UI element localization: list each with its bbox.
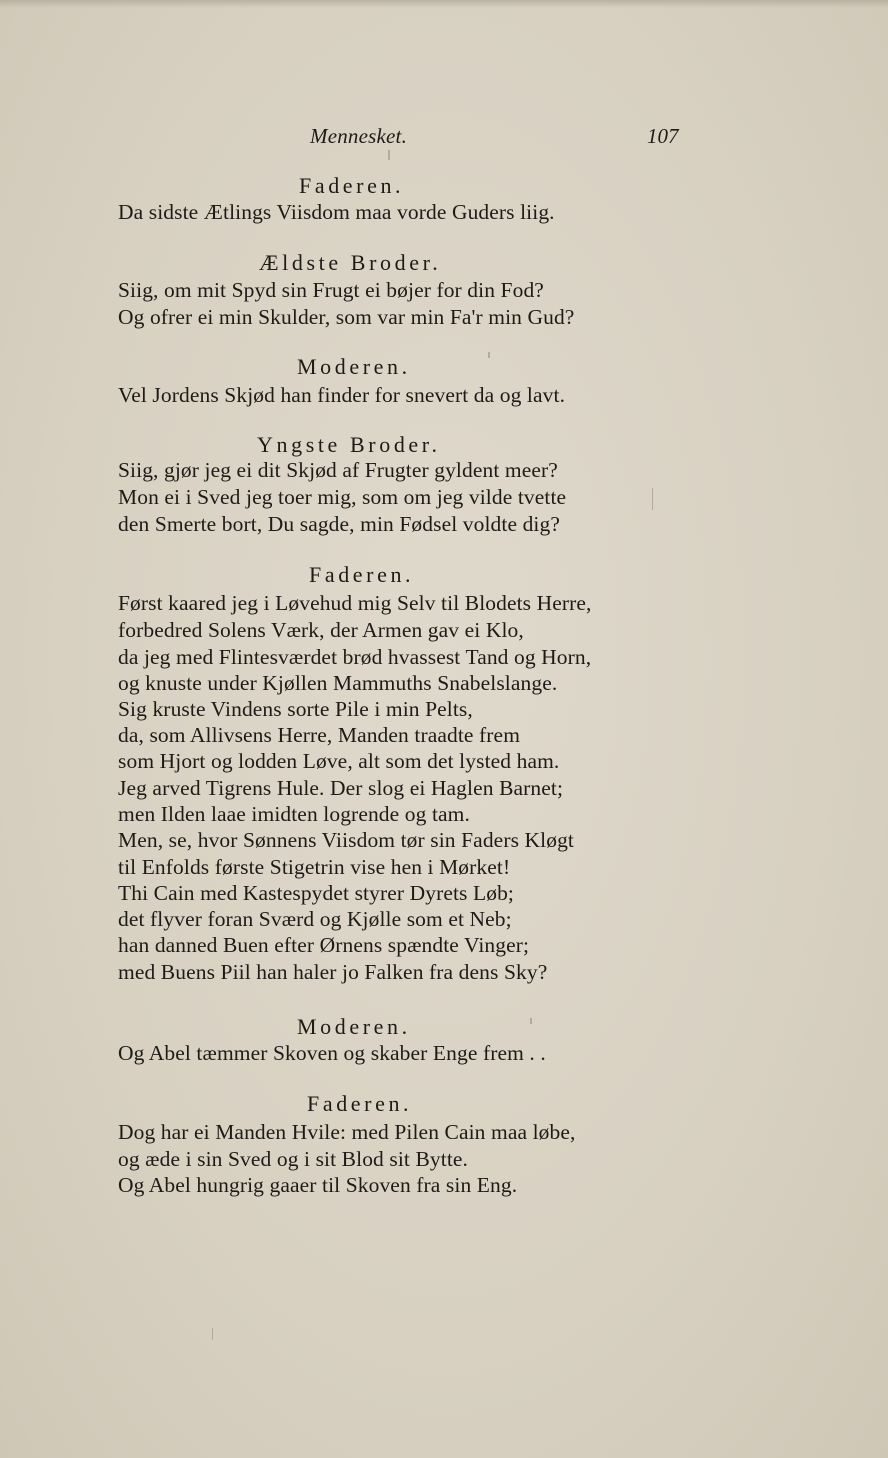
paper-speck [488,352,490,358]
verse-line: da, som Allivsens Herre, Manden traadte frem [118,723,521,747]
verse-line: Thi Cain med Kastespydet styrer Dyrets Løb; [118,881,514,905]
verse-line: som Hjort og lodden Løve, alt som det lysted ham. [118,749,560,773]
speaker-aeldste-broder: Ældste Broder. [259,250,442,275]
speaker-moderen: Moderen. [297,354,411,379]
verse-line: men Ilden laae imidten logrende og tam. [118,802,470,826]
verse-line: Sig kruste Vindens sorte Pile i min Pelts, [118,697,473,721]
speaker-faderen: Faderen. [309,562,415,587]
paper-speck [652,488,653,510]
verse-line: Jeg arved Tigrens Hule. Der slog ei Haglen Barnet; [118,776,564,800]
verse-line: det flyver foran Sværd og Kjølle som et Neb; [118,907,512,931]
verse-line: Og Abel tæmmer Skoven og skaber Enge frem . . [118,1041,546,1065]
verse-line: Siig, om mit Spyd sin Frugt ei bøjer for din Fod? [118,278,544,302]
verse-line: Og ofrer ei min Skulder, som var min Fa'r min Gud? [118,305,575,329]
paper-speck [212,1328,213,1340]
paper-speck [530,1018,532,1024]
verse-line: med Buens Piil han haler jo Falken fra dens Sky? [118,960,548,984]
speaker-moderen: Moderen. [297,1014,411,1039]
page-number: 107 [647,124,679,148]
verse-line: Først kaared jeg i Løvehud mig Selv til Blodets Herre, [118,591,592,615]
verse-line: Vel Jordens Skjød han finder for snevert da og lavt. [118,383,566,407]
speaker-faderen: Faderen. [299,173,405,198]
verse-line: Mon ei i Sved jeg toer mig, som om jeg vilde tvette [118,485,567,509]
page-top-edge [0,0,888,8]
verse-line: og æde i sin Sved og i sit Blod sit Bytte. [118,1147,469,1171]
speaker-faderen: Faderen. [307,1091,413,1116]
verse-line: Da sidste Ætlings Viisdom maa vorde Guders liig. [118,200,555,224]
verse-line: forbedred Solens Værk, der Armen gav ei Klo, [118,618,524,642]
verse-line: Dog har ei Manden Hvile: med Pilen Cain maa løbe, [118,1120,576,1144]
verse-line: da jeg med Flintesværdet brød hvassest Tand og Horn, [118,645,592,669]
running-title: Mennesket. [310,124,408,148]
verse-line: den Smerte bort, Du sagde, min Fødsel voldte dig? [118,512,560,536]
verse-line: Og Abel hungrig gaaer til Skoven fra sin Eng. [118,1173,518,1197]
verse-line: han danned Buen efter Ørnens spændte Vinger; [118,933,530,957]
verse-line: Men, se, hvor Sønnens Viisdom tør sin Faders Kløgt [118,828,574,852]
verse-line: til Enfolds første Stigetrin vise hen i Mørket! [118,855,511,879]
verse-line: Siig, gjør jeg ei dit Skjød af Frugter gyldent meer? [118,458,558,482]
paper-speck [388,150,390,160]
speaker-yngste-broder: Yngste Broder. [257,432,441,457]
verse-line: og knuste under Kjøllen Mammuths Snabelslange. [118,671,558,695]
